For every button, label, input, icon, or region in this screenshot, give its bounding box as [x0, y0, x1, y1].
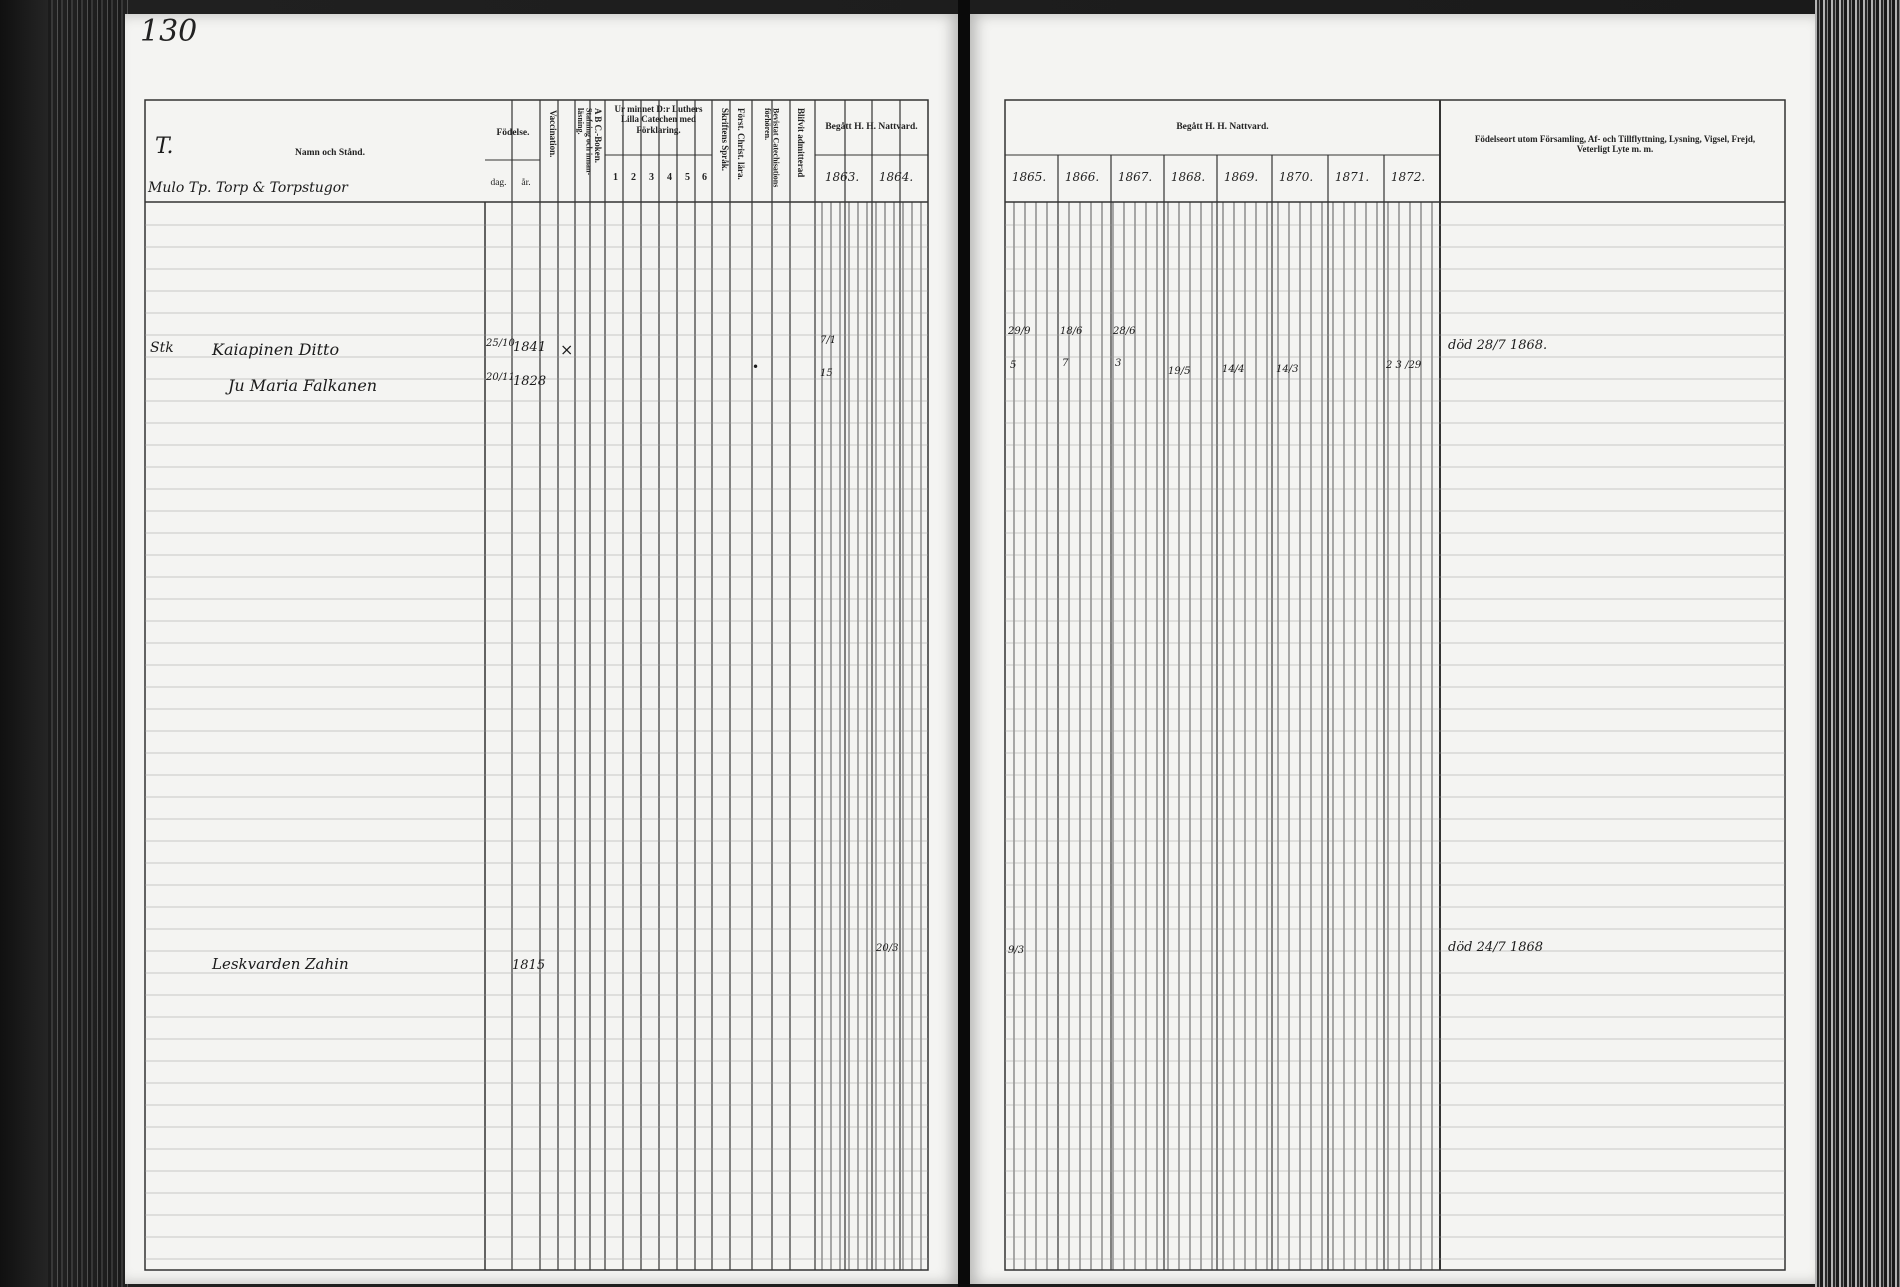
year-1869: 1869.: [1223, 170, 1259, 184]
entry-1-communion-1863: 7/1: [820, 335, 837, 346]
entry-2-communion-1865: 5: [1010, 360, 1017, 371]
entry-1-remark: död 28/7 1868.: [1448, 338, 1548, 353]
entry-1-communion-1865: 29/9: [1008, 326, 1031, 337]
entry-2-communion-1869: 14/4: [1222, 364, 1245, 375]
catechism-part-5: 5: [685, 172, 690, 183]
entry-1-hearing: •: [752, 360, 760, 374]
year-1872: 1872.: [1390, 170, 1426, 184]
entry-1-name: Kaiapinen Ditto: [212, 340, 340, 359]
catechism-hearings-header: Bevistat Catechisations förhören.: [762, 108, 781, 188]
communion-header-left: Begått H. H. Nattvard.: [825, 122, 918, 132]
entry-2-communion-1863: 15: [820, 368, 833, 379]
year-1871: 1871.: [1334, 170, 1370, 184]
entry-1-vaccination: ×: [560, 340, 574, 359]
catechism-part-3: 3: [649, 172, 654, 183]
entry-2-communion-1868: 19/5: [1168, 366, 1191, 377]
year-1864: 1864.: [878, 170, 914, 184]
year-1865: 1865.: [1011, 170, 1047, 184]
entry-2-communion-1867: 3: [1115, 358, 1122, 369]
entry-2-communion-1870: 14/3: [1276, 364, 1299, 375]
birth-year-label: år.: [521, 178, 531, 188]
catechism-part-6: 6: [702, 172, 707, 183]
entry-2-year: 1828: [513, 374, 547, 389]
page-number: 130: [140, 14, 198, 49]
entry-1-year: 1841: [513, 340, 547, 355]
entry-3-name: Leskvarden Zahin: [212, 955, 349, 973]
entry-1-day: 25/10: [486, 338, 515, 349]
year-1866: 1866.: [1064, 170, 1100, 184]
remarks-header: Födelseort utom Församling, Af- och Tillflyttning, Lysning, Vigsel, Frejd, Veterligt Lyte m. m.: [1474, 134, 1756, 155]
entry-2-communion-1866: 7: [1062, 358, 1069, 369]
entry-2-day: 20/11: [486, 372, 515, 383]
entry-1-mark: Stk: [150, 340, 174, 356]
entry-2-communion-1872: 2 3 /29: [1386, 360, 1422, 371]
year-1870: 1870.: [1278, 170, 1314, 184]
entry-3-communion-1864: 20/3: [876, 943, 899, 954]
vaccination-header: Vaccination.: [547, 110, 558, 158]
communion-header-right: Begått H. H. Nattvard.: [1176, 122, 1269, 132]
scripture-header: Skriftens Språk.: [719, 108, 730, 172]
birth-column-title: Födelse.: [496, 128, 530, 138]
birth-day-label: dag.: [490, 178, 507, 188]
year-1867: 1867.: [1117, 170, 1153, 184]
catechism-part-2: 2: [631, 172, 636, 183]
catechism-part-4: 4: [667, 172, 672, 183]
abc-book-header: A B C.-Boken.: [592, 108, 603, 164]
year-1863: 1863.: [824, 170, 860, 184]
catechism-part-1: 1: [613, 172, 618, 183]
entry-1-communion-1867: 28/6: [1113, 326, 1136, 337]
entry-3-communion-1865: 9/3: [1008, 945, 1025, 956]
first-christ-header: Först. Christ. lära.: [735, 108, 746, 180]
name-column-title: Namn och Stånd.: [295, 148, 365, 158]
catechism-header: Ur minnet D:r Luthers Lilla Catechen med Förklaring.: [614, 104, 703, 135]
admitted-header: Blifvit admitterad: [795, 108, 806, 178]
year-1868: 1868.: [1170, 170, 1206, 184]
column-mark: T.: [155, 134, 174, 159]
reading-header: Stafning och innan-läsning.: [575, 108, 594, 176]
entry-1-communion-1866: 18/6: [1060, 326, 1083, 337]
entry-2-name: Ju Maria Falkanen: [228, 376, 378, 395]
entry-3-remark: död 24/7 1868: [1448, 940, 1544, 955]
village-name: Mulo Tp. Torp & Torpstugor: [148, 180, 348, 196]
entry-3-year: 1815: [512, 958, 546, 973]
